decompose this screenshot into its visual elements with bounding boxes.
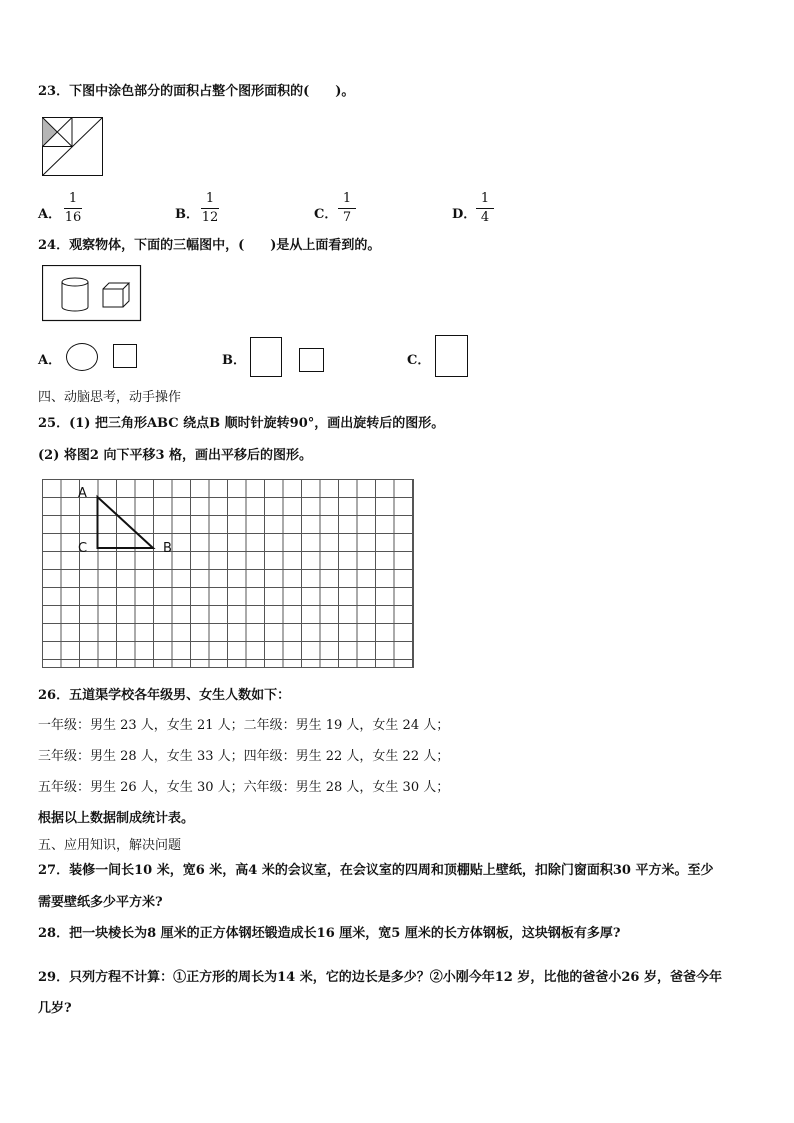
q25-line-2: (2) 将图2 向下平移3 格，画出平移后的图形。 <box>38 448 313 463</box>
q26-title: 26．五道渠学校各年级男、女生人数如下： <box>38 688 291 703</box>
q24-option-a-circle <box>66 343 98 371</box>
q29-line-1: 29．只列方程不计算：①正方形的周长为14 米，它的边长是多少？②小刚今年12 岁，比他的爸爸小26 岁，爸爸今年 <box>38 970 722 985</box>
q25-label-a: A <box>78 486 87 501</box>
q23-option-d-fraction: 1 4 <box>474 191 496 226</box>
q25-label-b: B <box>163 541 172 556</box>
q23-text: 23．下图中涂色部分的面积占整个图形面积的( )。 <box>38 84 355 99</box>
q25-line-1: 25．(1) 把三角形ABC 绕点B 顺时针旋转90°，画出旋转后的图形。 <box>38 416 445 431</box>
q28-text: 28．把一块棱长为8 厘米的正方体钢坯锻造成长16 厘米，宽5 厘米的长方体钢板，这块钢板有多厚? <box>38 926 621 941</box>
q23-option-c-label: C． <box>314 207 338 222</box>
q26-row-1: 一年级：男生 23 人，女生 21 人；二年级：男生 19 人，女生 24 人； <box>38 718 450 733</box>
q23-option-b-fraction: 1 12 <box>201 191 219 225</box>
q23-option-c-fraction: 1 7 <box>336 191 358 226</box>
section-4-heading: 四、动脑思考，动手操作 <box>38 390 182 405</box>
q27-line-1: 27．装修一间长10 米，宽6 米，高4 米的会议室，在会议室的四周和顶棚贴上壁纸，扣除门窗面积30 平方米。至少 <box>38 863 714 878</box>
q26-row-2: 三年级：男生 28 人，女生 33 人；四年级：男生 22 人，女生 22 人； <box>38 749 450 764</box>
q23-option-b-label: B． <box>175 207 199 222</box>
q24-option-b-square <box>299 348 324 372</box>
q24-objects-figure <box>42 265 142 322</box>
q24-text: 24．观察物体，下面的三幅图中，( )是从上面看到的。 <box>38 238 381 253</box>
q24-option-b-tall-rect <box>250 337 282 377</box>
q24-option-b-label: B． <box>222 353 246 368</box>
q23-option-d-label: D． <box>452 207 477 222</box>
q23-figure <box>42 117 104 177</box>
q29-line-2: 几岁? <box>38 1001 72 1016</box>
q24-option-a-square <box>113 344 137 368</box>
section-5-heading: 五、应用知识，解决问题 <box>38 838 182 853</box>
q25-triangle <box>42 479 414 668</box>
q23-option-a-fraction: 1 16 <box>64 191 82 225</box>
q24-option-a-label: A． <box>38 353 62 368</box>
q24-option-c-label: C． <box>407 353 431 368</box>
q26-instruction: 根据以上数据制成统计表。 <box>38 811 195 826</box>
q26-row-3: 五年级：男生 26 人，女生 30 人；六年级：男生 28 人，女生 30 人； <box>38 780 450 795</box>
q24-option-c-tall-rect <box>435 335 468 377</box>
q23-option-a-label: A． <box>38 207 62 222</box>
q25-label-c: C <box>78 541 88 556</box>
q27-line-2: 需要壁纸多少平方米? <box>38 895 163 910</box>
